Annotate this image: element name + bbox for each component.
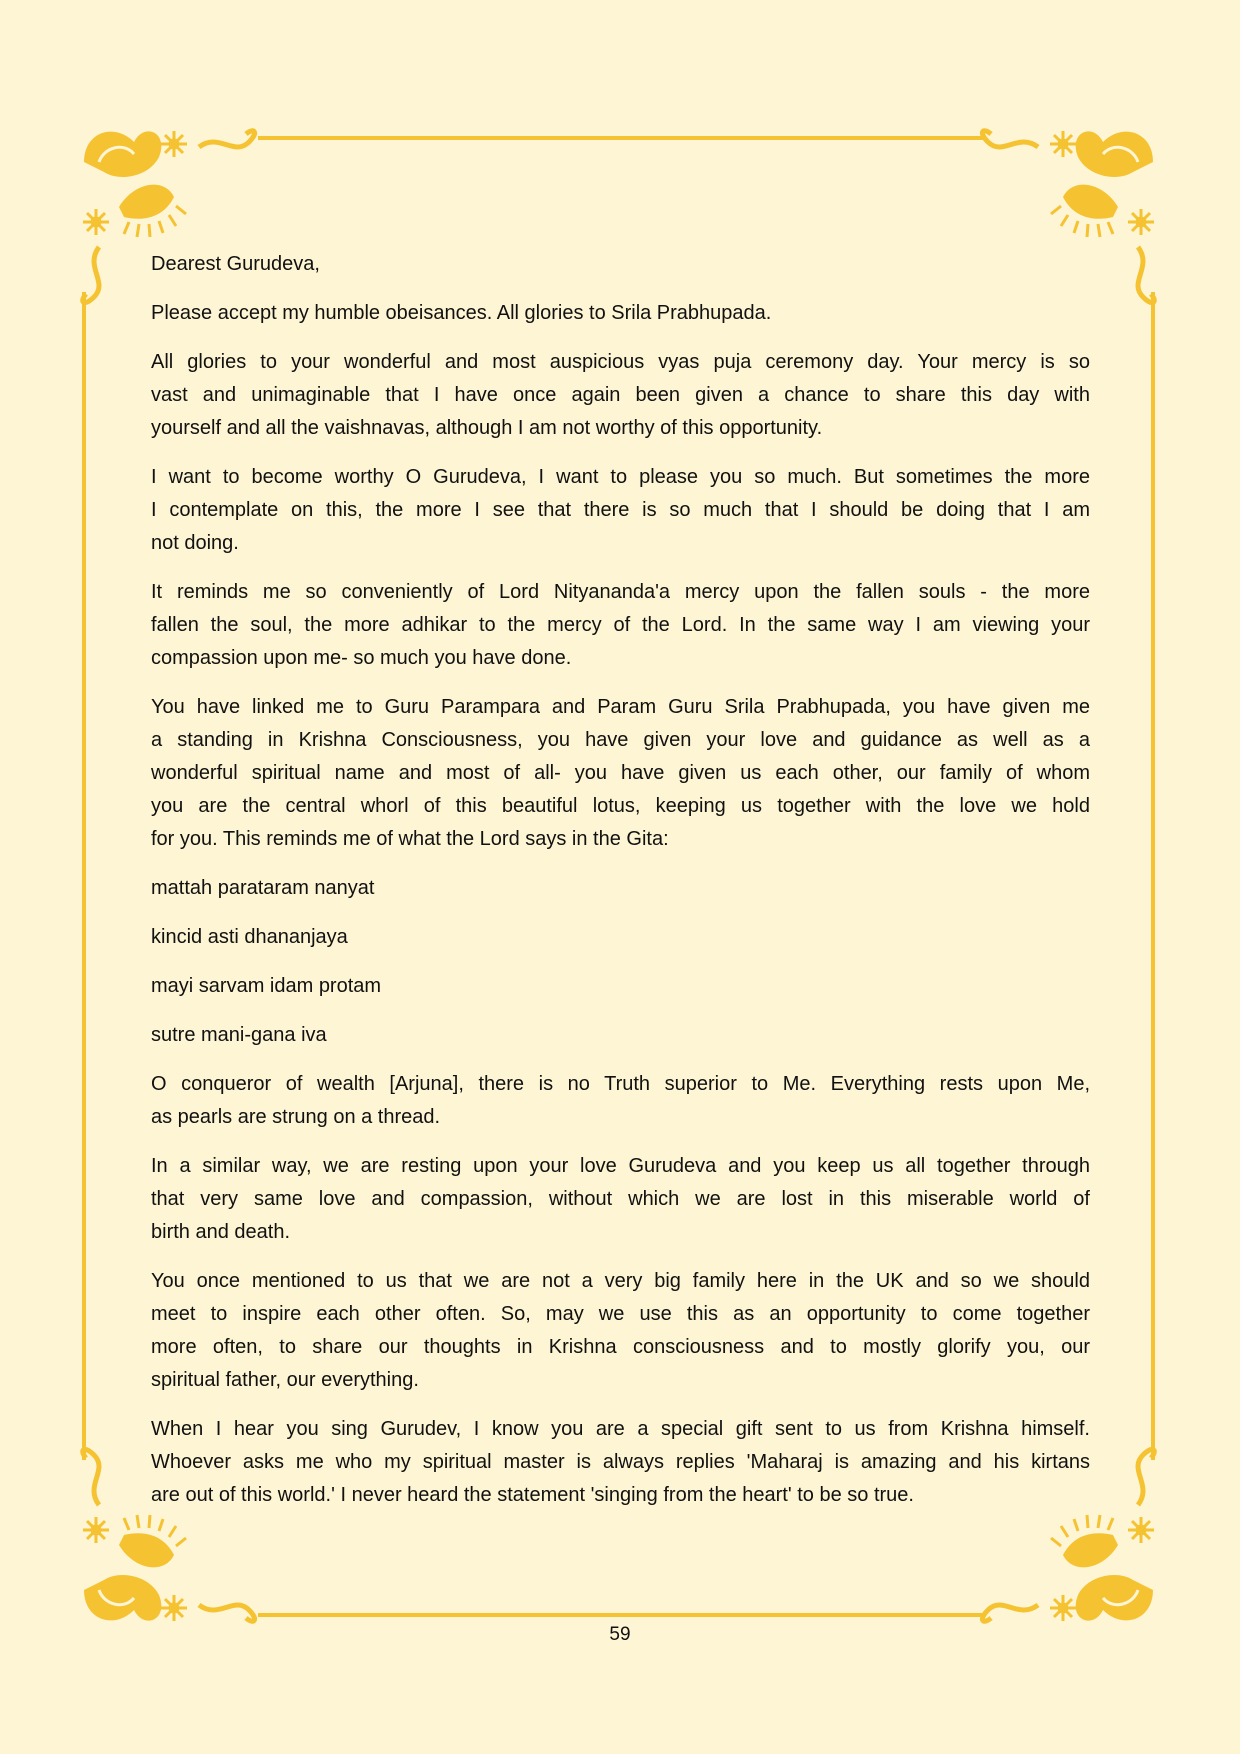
text-line: are out of this world.' I never heard the statement 'singing from the heart' to be so true.: [151, 1484, 914, 1506]
text-line: birth and death.: [151, 1221, 290, 1243]
text-line: that very same love and compassion, without which we are lost in this miserable world of: [151, 1188, 1090, 1210]
text-line: more often, to share our thoughts in Krishna consciousness and to mostly glorify you, our: [151, 1336, 1090, 1358]
greeting: Dearest Gurudeva,: [151, 253, 320, 275]
paragraph: [151, 346, 1090, 445]
paragraph: [151, 297, 1090, 330]
paragraph: [151, 1413, 1090, 1512]
text-line: In a similar way, we are resting upon your love Gurudeva and you keep us all together through: [151, 1155, 1090, 1177]
text-line: When I hear you sing Gurudev, I know you are a special gift sent to us from Krishna himself.: [151, 1418, 1090, 1440]
text-line: vast and unimaginable that I have once again been given a chance to share this day with: [151, 384, 1090, 406]
text-line: You once mentioned to us that we are not a very big family here in the UK and so we should: [151, 1270, 1090, 1292]
text-line: I want to become worthy O Gurudeva, I want to please you so much. But sometimes the more: [151, 466, 1090, 488]
paragraph: [151, 1019, 1090, 1052]
paragraph: [151, 1068, 1090, 1134]
border-bottom-line: [258, 1613, 984, 1617]
border-left-line: [82, 292, 86, 1460]
text-line: Please accept my humble obeisances. All glories to Srila Prabhupada.: [151, 302, 772, 324]
text-line: wonderful spiritual name and most of all- you have given us each other, our family of whom: [151, 762, 1090, 784]
paragraph: [151, 1265, 1090, 1397]
text-line: a standing in Krishna Consciousness, you have given your love and guidance as well as a: [151, 729, 1090, 751]
border-top-line: [258, 136, 984, 140]
text-line: not doing.: [151, 532, 239, 554]
text-line: kincid asti dhananjaya: [151, 926, 348, 948]
paragraph: [151, 461, 1090, 560]
text-line: for you. This reminds me of what the Lord says in the Gita:: [151, 828, 669, 850]
text-line: spiritual father, our everything.: [151, 1369, 419, 1391]
paragraph: [151, 970, 1090, 1003]
paragraph: [151, 872, 1090, 905]
text-line: yourself and all the vaishnavas, although I am not worthy of this opportunity.: [151, 417, 823, 439]
text-line: fallen the soul, the more adhikar to the mercy of the Lord. In the same way I am viewing your: [151, 614, 1090, 636]
text-line: O conqueror of wealth [Arjuna], there is no Truth superior to Me. Everything rests upon Me,: [151, 1073, 1090, 1095]
paragraph: [151, 921, 1090, 954]
text-line: All glories to your wonderful and most auspicious vyas puja ceremony day. Your mercy is so: [151, 351, 1090, 373]
text-line: I contemplate on this, the more I see that there is so much that I should be doing that I am: [151, 499, 1090, 521]
text-line: you are the central whorl of this beautiful lotus, keeping us together with the love we hold: [151, 795, 1090, 817]
paragraph: [151, 691, 1090, 856]
text-line: It reminds me so conveniently of Lord Nityananda'a mercy upon the fallen souls - the more: [151, 581, 1090, 603]
text-line: mattah parataram nanyat: [151, 877, 375, 899]
text-line: meet to inspire each other often. So, may we use this as an opportunity to come together: [151, 1303, 1090, 1325]
text-line: sutre mani-gana iva: [151, 1024, 327, 1046]
text-line: Whoever asks me who my spiritual master is always replies 'Maharaj is amazing and his kirtans: [151, 1451, 1090, 1473]
page-number: 59: [609, 1624, 631, 1645]
text-line: compassion upon me- so much you have done.: [151, 647, 572, 669]
letter-body: [151, 248, 1090, 1528]
paragraph: [151, 1150, 1090, 1249]
text-line: as pearls are strung on a thread.: [151, 1106, 441, 1128]
border-right-line: [1151, 292, 1155, 1460]
paragraph: [151, 576, 1090, 675]
text-line: You have linked me to Guru Parampara and Param Guru Srila Prabhupada, you have given me: [151, 696, 1090, 718]
text-line: mayi sarvam idam protam: [151, 975, 382, 997]
